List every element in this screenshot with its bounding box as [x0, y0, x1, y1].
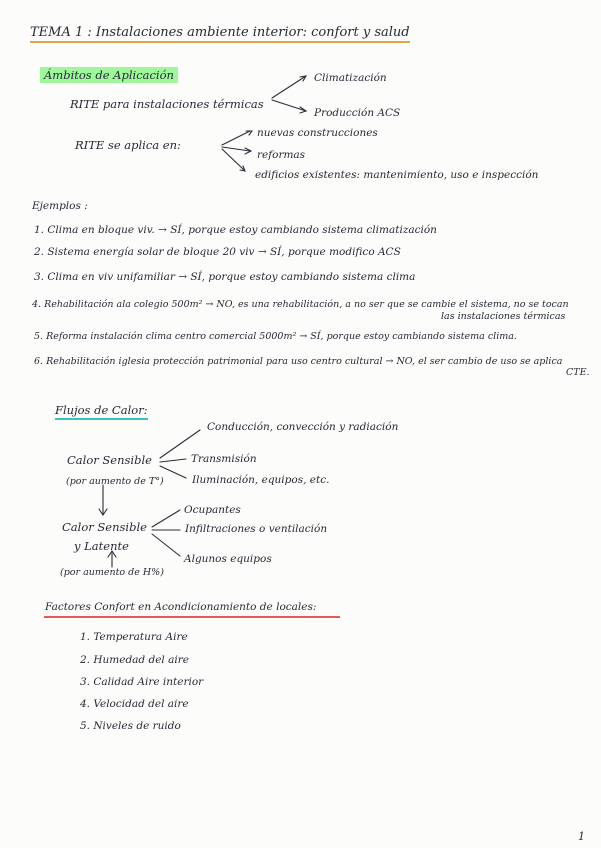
aplica-line-1 [222, 131, 250, 145]
ejemplo-4-cont: las instalaciones térmicas [441, 311, 566, 322]
ejemplo-1: 1. Clima en bloque viv. → SÍ, porque estoy cambiando sistema climatización [34, 224, 437, 236]
factor-3: 3. Calidad Aire interior [80, 676, 204, 688]
sensible-line-3 [160, 466, 186, 478]
rite-branch-line-2 [272, 100, 306, 111]
latente-branch-2: Infiltraciones o ventilación [185, 523, 328, 535]
rite-aplica-branch-1: nuevas construcciones [257, 127, 378, 139]
calor-sensible-note: (por aumento de T°) [66, 476, 164, 487]
calor-latente-label-1: Calor Sensible [62, 520, 147, 534]
ejemplo-4: 4. Rehabilitación ala colegio 500m² → NO, es una rehabilitación, a no ser que se cambie el sistema, no se tocan [32, 299, 569, 310]
rite-aplica-label: RITE se aplica en: [75, 138, 181, 152]
ejemplo-6: 6. Rehabilitación iglesia protección patrimonial para uso centro cultural → NO, el ser cambio de uso se aplica [34, 356, 563, 367]
ejemplos-heading: Ejemplos : [32, 200, 88, 212]
flujos-heading-text: Flujos de Calor: [55, 403, 148, 420]
factores-heading: Factores Confort en Acondicionamiento de locales: [45, 601, 317, 613]
calor-latente-note: (por aumento de H%) [60, 567, 164, 578]
ejemplo-3: 3. Clima en viv unifamiliar → SÍ, porque estoy cambiando sistema clima [34, 271, 416, 283]
sensible-line-1 [160, 430, 200, 458]
factor-1: 1. Temperatura Aire [80, 631, 188, 643]
aplica-line-3 [222, 149, 244, 170]
rite-branch-1: Climatización [314, 72, 387, 84]
rite-aplica-branch-3: edificios existentes: mantenimiento, uso e inspección [255, 169, 539, 181]
latente-branch-3: Algunos equipos [184, 553, 272, 565]
factor-2: 2. Humedad del aire [80, 654, 189, 666]
ambitos-heading-text: Ámbitos de Aplicación [40, 67, 178, 83]
calor-sensible-label: Calor Sensible [67, 453, 152, 467]
calor-latente-label-2: y Latente [74, 539, 129, 553]
latente-line-3 [152, 534, 180, 556]
page-number: 1 [578, 830, 585, 843]
ejemplo-2: 2. Sistema energía solar de bloque 20 viv → SÍ, porque modifico ACS [34, 246, 401, 258]
latente-line-1 [152, 510, 180, 527]
page-title-text: TEMA 1 : Instalaciones ambiente interior: confort y salud [30, 25, 410, 43]
latente-branch-1: Ocupantes [184, 504, 241, 516]
sensible-branch-2: Transmisión [191, 453, 257, 465]
sensible-line-2 [160, 459, 186, 462]
rite-aplica-branch-2: reformas [257, 149, 306, 161]
rite-branch-line-1 [272, 76, 306, 98]
rite-branch-2: Producción ACS [314, 107, 401, 119]
rite-label: RITE para instalaciones térmicas [70, 97, 264, 111]
factor-5: 5. Niveles de ruido [80, 720, 181, 732]
sensible-branch-1: Conducción, convección y radiación [207, 421, 399, 433]
sensible-branch-3: Iluminación, equipos, etc. [192, 474, 330, 486]
ejemplo-5: 5. Reforma instalación clima centro comercial 5000m² → SÍ, porque estoy cambiando sistema clima. [34, 331, 517, 342]
factor-4: 4. Velocidad del aire [80, 698, 189, 710]
ejemplo-6-cont: CTE. [566, 367, 590, 378]
